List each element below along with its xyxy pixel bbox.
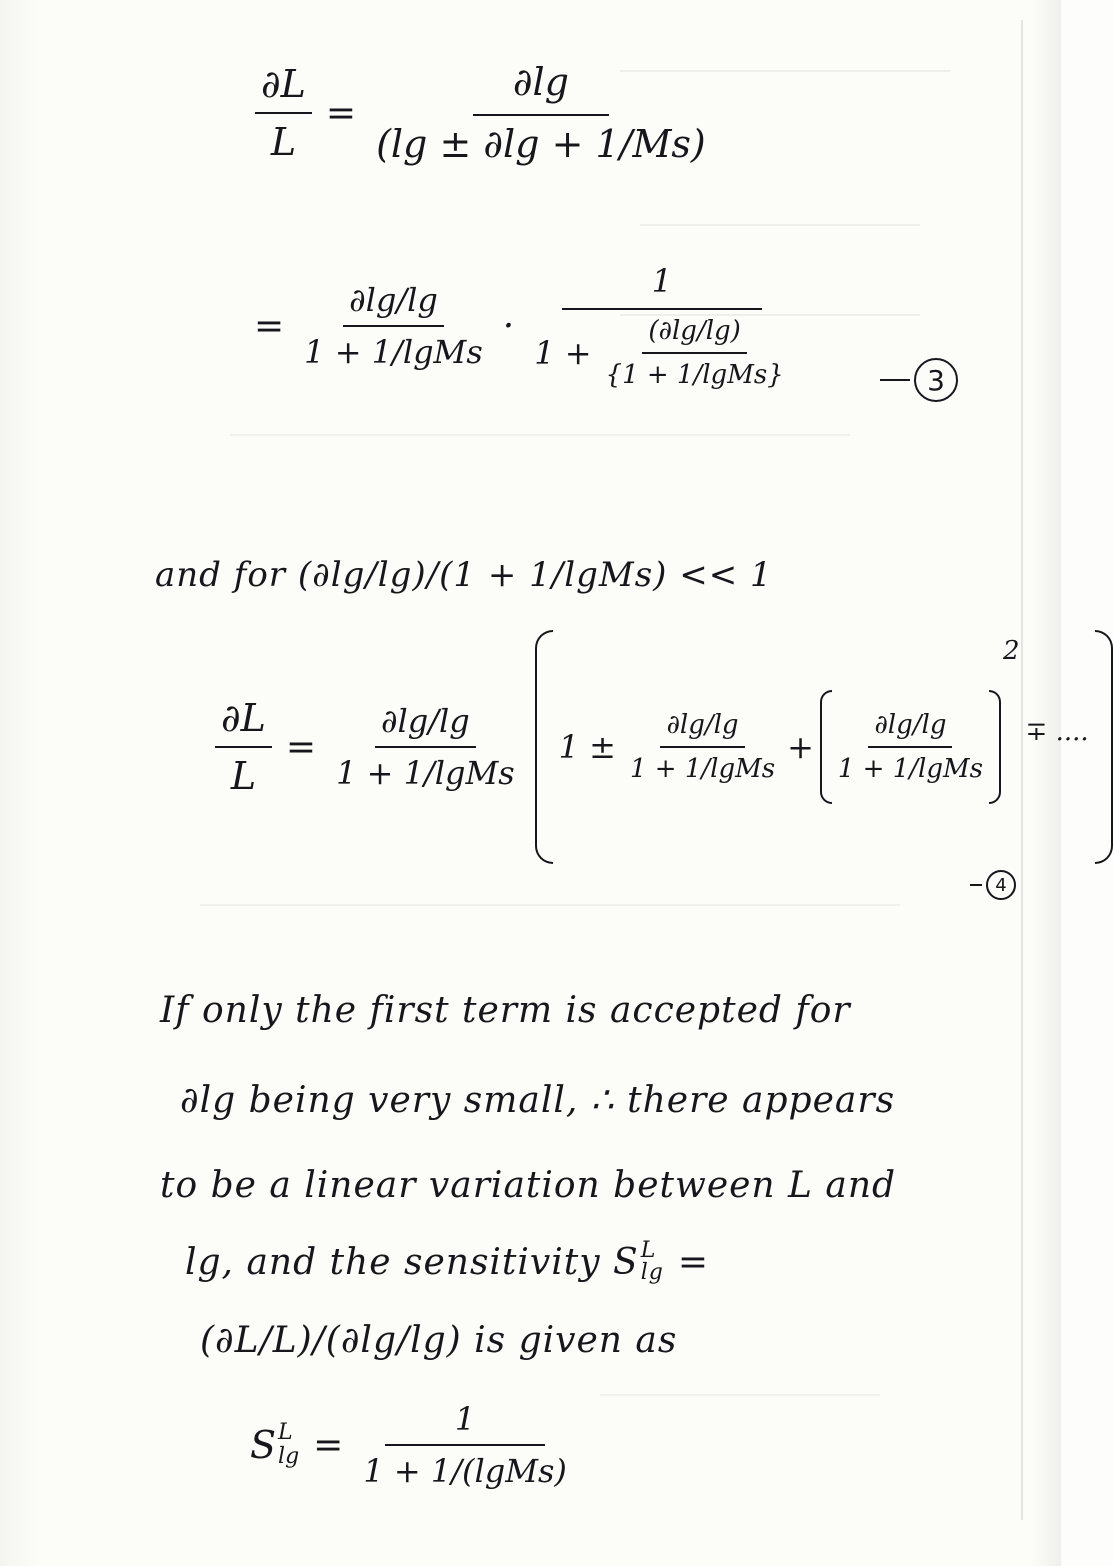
eq4-power: 2 bbox=[1002, 636, 1020, 666]
paragraph-line-4-text: lg, and the sensitivity S bbox=[185, 1241, 639, 1283]
paragraph-line-4 bbox=[185, 1240, 709, 1284]
eq3-term2-fraction bbox=[528, 262, 796, 390]
paragraph-line-5: (∂L/L)/(∂lg/lg) is given as bbox=[200, 1320, 678, 1361]
paragraph-line-3: to be a linear variation between L and bbox=[160, 1165, 897, 1206]
eq3-term2-den-lead: 1 + bbox=[534, 334, 592, 372]
eq3-equals: = bbox=[254, 305, 285, 347]
eq5-lhs-symbol: S bbox=[250, 1423, 277, 1467]
eq3-term1-numerator: ∂lg/lg bbox=[343, 281, 444, 327]
bleed-through-mark bbox=[230, 410, 850, 436]
bleed-through-mark bbox=[600, 1370, 880, 1396]
bleed-through-mark bbox=[200, 880, 900, 906]
equation-3 bbox=[240, 262, 796, 390]
eq3-number-label bbox=[880, 358, 958, 402]
eq4-open-bracket bbox=[535, 630, 553, 864]
eq4-bracket-term3-denominator: 1 + 1/lgMs bbox=[837, 754, 983, 784]
eq4-number: 4 bbox=[986, 870, 1016, 900]
eq5-lhs-scripts bbox=[278, 1421, 299, 1469]
eq4-bracket-term3-numerator: ∂lg/lg bbox=[868, 710, 952, 748]
paragraph-line-1: If only the first term is accepted for bbox=[160, 990, 851, 1031]
eq4-lhs-numerator: ∂L bbox=[215, 696, 272, 748]
sensitivity-symbol-sup: L bbox=[640, 1238, 657, 1263]
eq1-rhs-numerator: ∂lg bbox=[473, 60, 609, 116]
eq4-bracket-term2-fraction bbox=[624, 710, 781, 784]
equation-4 bbox=[215, 630, 1113, 864]
eq4-prefactor-fraction bbox=[330, 702, 521, 792]
eq4-lhs-denominator: L bbox=[230, 754, 257, 798]
eq4-number-dash bbox=[970, 884, 982, 886]
eq3-number: 3 bbox=[914, 358, 958, 402]
eq1-lhs-fraction bbox=[255, 62, 312, 164]
bleed-through-mark bbox=[640, 200, 920, 226]
eq3-term2-numerator: 1 bbox=[562, 262, 762, 310]
eq5-rhs-fraction bbox=[357, 1400, 573, 1490]
eq4-tail: ∓ .... bbox=[1025, 717, 1089, 747]
equation-5 bbox=[250, 1400, 573, 1490]
eq3-term2-den-fraction bbox=[600, 316, 790, 390]
eq5-rhs-numerator: 1 bbox=[385, 1400, 545, 1446]
sensitivity-symbol-eq: = bbox=[677, 1241, 709, 1283]
eq1-relation: = bbox=[325, 92, 357, 134]
eq5-relation: = bbox=[313, 1424, 344, 1466]
eq4-lhs-fraction bbox=[215, 696, 272, 798]
eq3-term1-fraction bbox=[298, 281, 489, 371]
eq3-term2-denominator bbox=[528, 310, 796, 390]
eq4-bracket-term2-numerator: ∂lg/lg bbox=[660, 710, 744, 748]
eq3-term2-den-numerator: (∂lg/lg) bbox=[642, 316, 746, 354]
condition-line: and for (∂lg/lg)/(1 + 1/lgMs) << 1 bbox=[155, 555, 773, 595]
eq4-bracket-term2-denominator: 1 + 1/lgMs bbox=[629, 754, 776, 784]
eq4-relation: = bbox=[285, 726, 317, 768]
equation-1 bbox=[255, 60, 712, 166]
eq5-lhs-sub: lg bbox=[278, 1444, 300, 1469]
paragraph-line-2: ∂lg being very small, ∴ there appears bbox=[180, 1080, 896, 1121]
eq1-lhs-numerator: ∂L bbox=[255, 62, 312, 114]
eq4-prefactor-denominator: 1 + 1/lgMs bbox=[336, 754, 515, 792]
eq3-times: · bbox=[502, 305, 515, 347]
eq4-close-bracket bbox=[1095, 630, 1113, 864]
eq1-rhs-denominator: (lg ± ∂lg + 1/Ms) bbox=[376, 122, 706, 166]
eq4-bracket-lead: 1 ± bbox=[558, 728, 616, 766]
eq1-rhs-fraction bbox=[370, 60, 712, 166]
eq4-open-paren bbox=[820, 690, 832, 804]
eq3-number-dash bbox=[880, 379, 910, 381]
eq4-prefactor-numerator: ∂lg/lg bbox=[375, 702, 476, 748]
eq5-lhs-sup: L bbox=[278, 1420, 293, 1445]
sensitivity-symbol-scripts bbox=[641, 1240, 664, 1284]
eq4-plus: + bbox=[787, 728, 814, 766]
eq5-rhs-denominator: 1 + 1/(lgMs) bbox=[363, 1452, 567, 1490]
eq3-term1-denominator: 1 + 1/lgMs bbox=[304, 333, 483, 371]
sensitivity-symbol-sub: lg bbox=[640, 1260, 664, 1285]
eq3-term2-den-denominator: {1 + 1/lgMs} bbox=[605, 360, 784, 390]
eq1-lhs-denominator: L bbox=[270, 120, 297, 164]
eq4-close-paren bbox=[989, 690, 1001, 804]
eq4-bracket-term3-fraction bbox=[832, 710, 989, 784]
eq4-number-label bbox=[970, 870, 1016, 900]
